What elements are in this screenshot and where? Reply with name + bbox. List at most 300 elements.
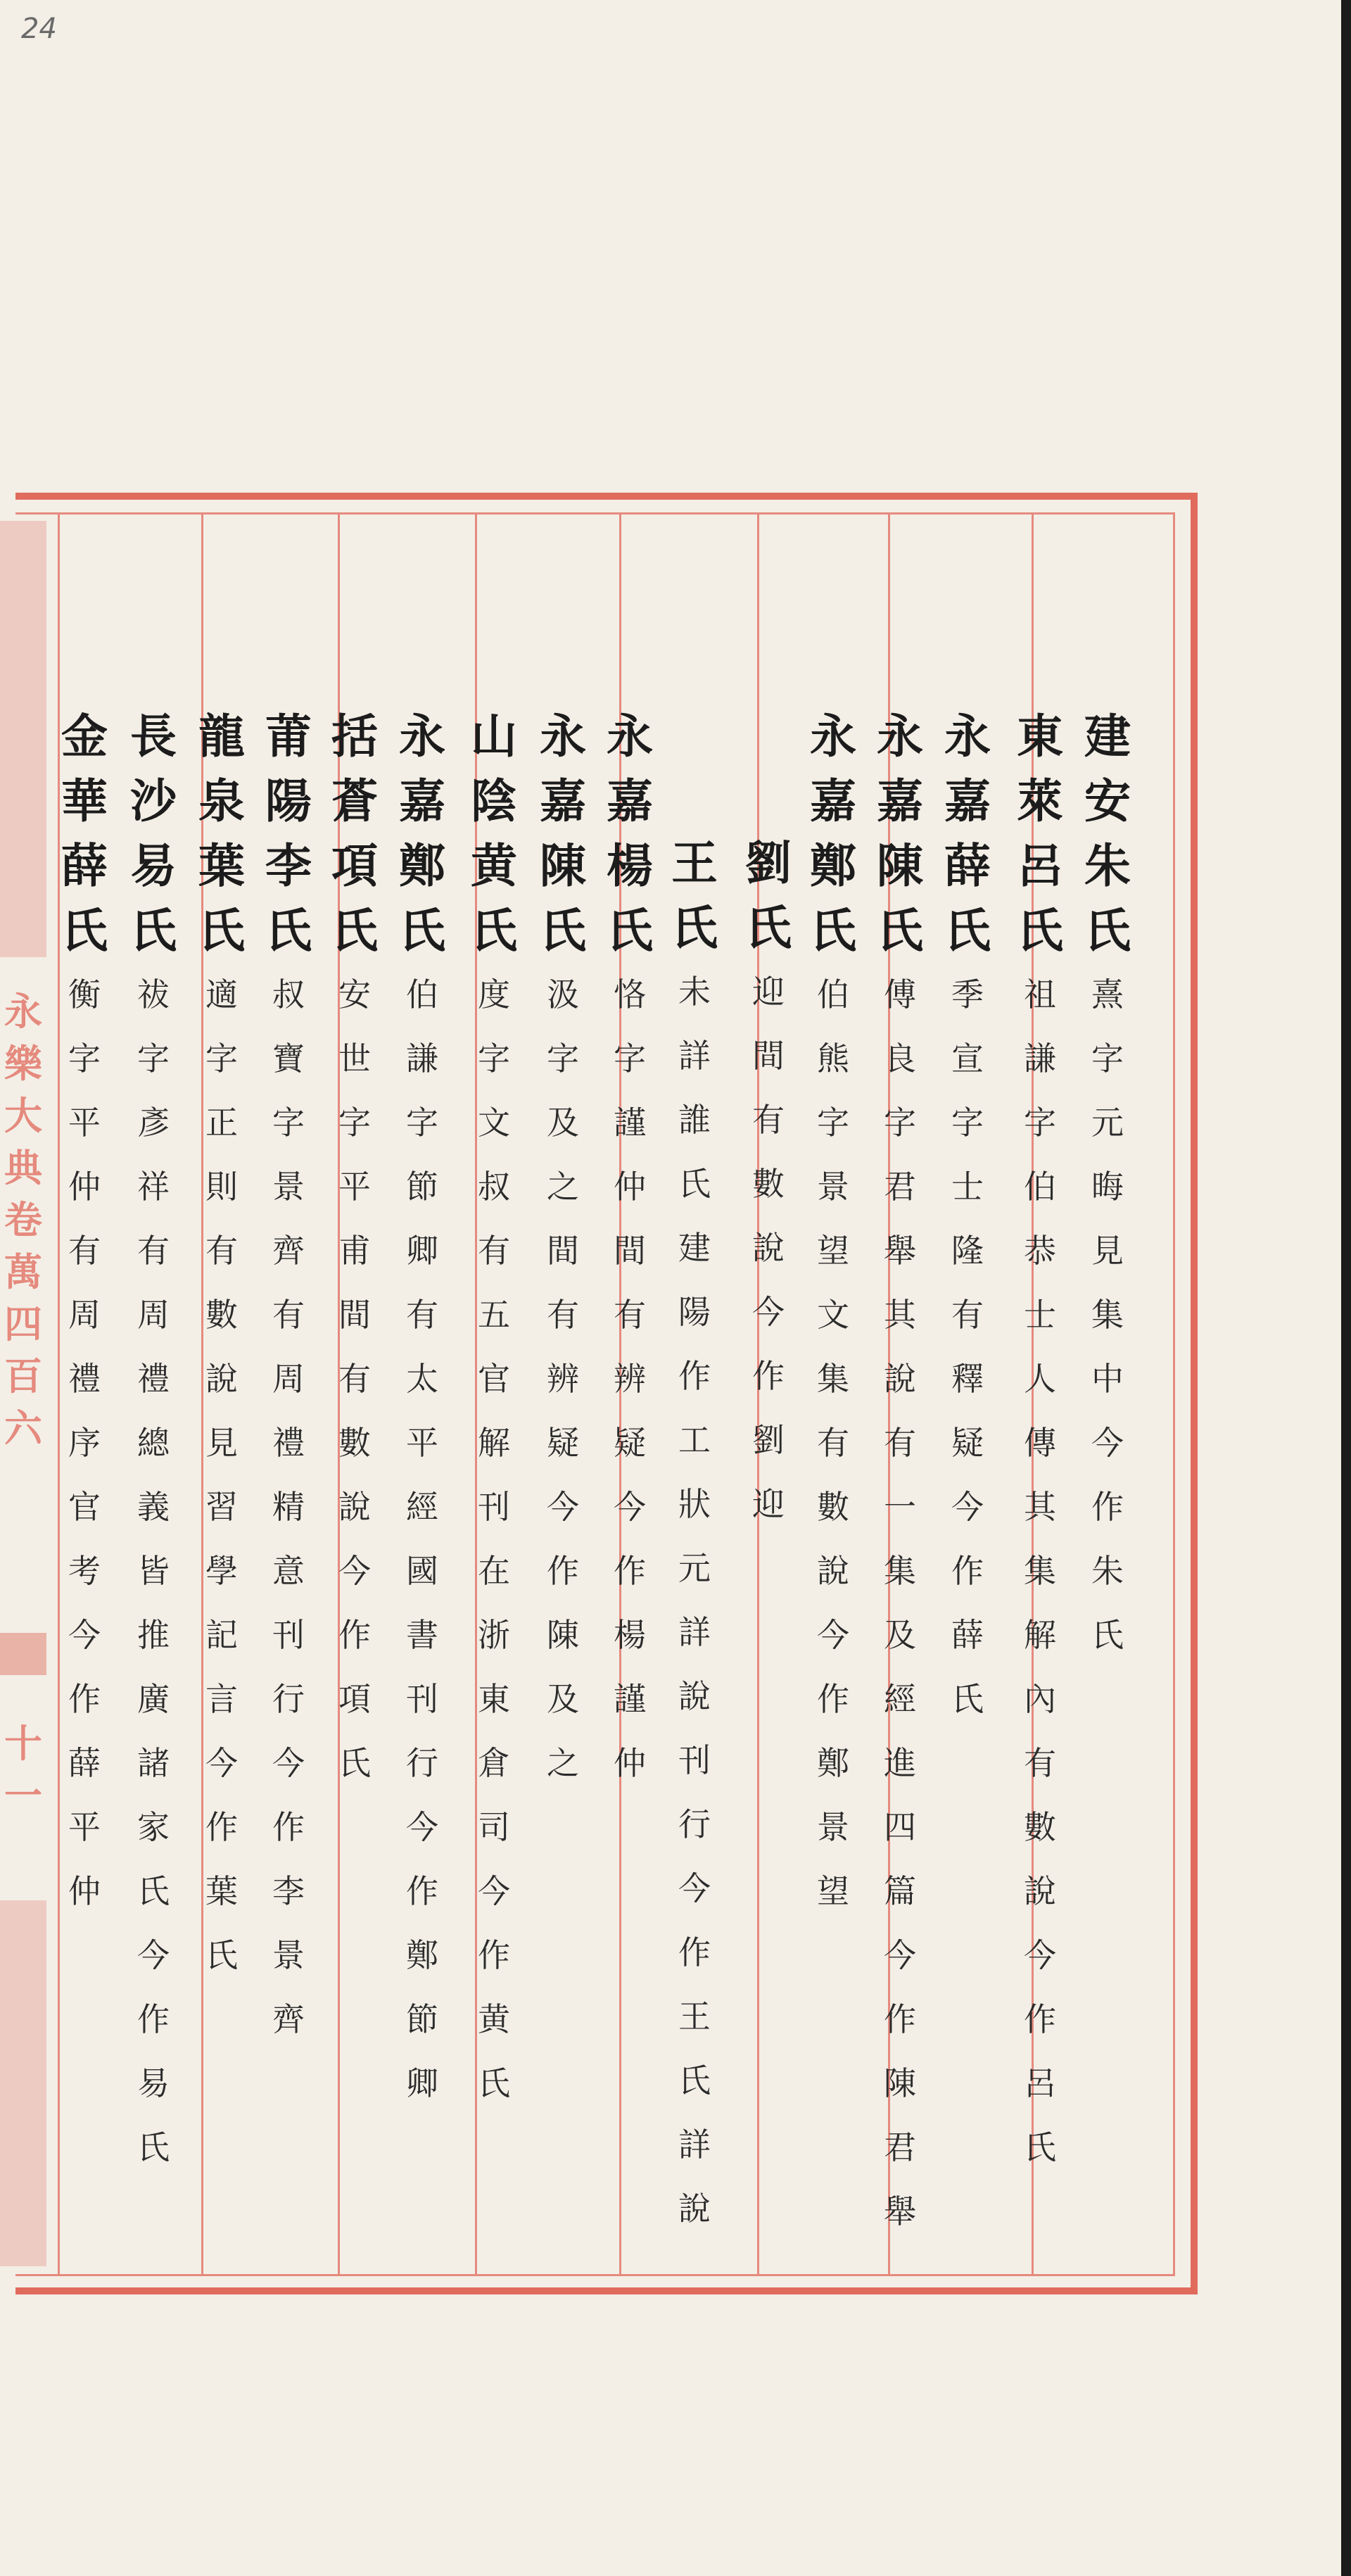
column-note-char: 傅 <box>884 976 916 1014</box>
text-column <box>937 704 998 1731</box>
column-heading-char: 氏 <box>331 903 378 958</box>
column-note-char: 今 <box>678 1869 711 1907</box>
column-note-char: 謙 <box>406 1040 438 1078</box>
column-note-char: 度 <box>478 976 510 1014</box>
column-heading-char: 金 <box>61 709 108 764</box>
column-note-char: 其 <box>1024 1488 1056 1526</box>
column-note-char: 楊 <box>614 1616 646 1654</box>
column-note-char: 卿 <box>406 1232 438 1270</box>
column-note-char: 陽 <box>678 1293 711 1331</box>
text-column <box>803 704 863 1924</box>
column-note-char: 說 <box>817 1552 849 1590</box>
text-column <box>1010 704 1070 2180</box>
column-heading-char: 朱 <box>1084 838 1131 893</box>
column-note-char: 今 <box>137 1936 170 1974</box>
column-note-char: 禮 <box>272 1424 305 1462</box>
column-note-char: 陳 <box>547 1616 579 1654</box>
column-heading-char: 嘉 <box>877 774 923 828</box>
column-note-char: 氏 <box>478 2064 510 2102</box>
column-note-char: 字 <box>884 1104 916 1142</box>
column-heading-char: 嘉 <box>399 774 445 828</box>
column-note-char: 說 <box>205 1360 238 1398</box>
column-note-char: 說 <box>678 2190 711 2228</box>
page-edge <box>1341 0 1351 2576</box>
column-note-char: 字 <box>406 1104 438 1142</box>
column-note-char: 太 <box>406 1360 438 1398</box>
column-heading-char: 永 <box>540 709 586 764</box>
column-note-char: 鄭 <box>817 1744 849 1782</box>
column-note-char: 字 <box>614 1040 646 1078</box>
column-note-char: 伯 <box>817 976 849 1014</box>
column-note-char: 薛 <box>68 1744 101 1782</box>
column-note-char: 望 <box>817 1232 849 1270</box>
column-note-char: 景 <box>817 1808 849 1846</box>
column-note-char: 今 <box>68 1616 101 1654</box>
column-note-char: 集 <box>884 1552 916 1590</box>
column-note-char: 狀 <box>678 1485 711 1523</box>
column-note-char: 仲 <box>614 1168 646 1206</box>
column-note-char: 字 <box>1091 1040 1124 1078</box>
column-heading-char: 東 <box>1017 709 1063 764</box>
column-note-char: 字 <box>478 1040 510 1078</box>
gutter-section: 十 一 <box>4 1721 42 1818</box>
column-note-char: 字 <box>951 1104 984 1142</box>
column-heading-char: 陽 <box>265 774 312 828</box>
column-note-char: 間 <box>338 1296 371 1334</box>
column-note-char: 有 <box>1024 1744 1056 1782</box>
column-note-char: 經 <box>884 1680 916 1718</box>
column-note-char: 刊 <box>272 1616 305 1654</box>
column-note-char: 作 <box>137 2000 170 2038</box>
column-note-char: 禮 <box>68 1360 101 1398</box>
column-note-char: 齊 <box>272 2000 305 2038</box>
column-note-char: 卿 <box>406 2064 438 2102</box>
column-note-char: 作 <box>68 1680 101 1718</box>
column-note-char: 辨 <box>547 1360 579 1398</box>
column-note-char: 書 <box>406 1616 438 1654</box>
column-note-char: 文 <box>478 1104 510 1142</box>
column-note-char: 記 <box>205 1616 238 1654</box>
column-note-char: 疑 <box>951 1424 984 1462</box>
column-heading-char: 鄭 <box>810 838 856 893</box>
column-note-char: 中 <box>1091 1360 1124 1398</box>
column-note-char: 今 <box>817 1616 849 1654</box>
column-note-char: 士 <box>1024 1296 1056 1334</box>
column-note-char: 迎 <box>752 1485 785 1523</box>
column-note-char: 今 <box>272 1744 305 1782</box>
column-heading-char: 氏 <box>540 903 586 958</box>
text-column <box>600 704 660 1795</box>
column-heading-char: 氏 <box>130 903 177 958</box>
column-note-char: 作 <box>1024 2000 1056 2038</box>
column-note-char: 今 <box>406 1808 438 1846</box>
column-heading-char: 氏 <box>810 903 856 958</box>
column-note-char: 季 <box>951 976 984 1014</box>
column-note-char: 作 <box>817 1680 849 1718</box>
column-note-char: 之 <box>547 1744 579 1782</box>
column-heading-char: 呂 <box>1017 838 1063 893</box>
column-heading-char: 氏 <box>265 903 312 958</box>
column-note-char: 諸 <box>137 1744 170 1782</box>
column-heading-char: 永 <box>810 709 856 764</box>
column-note-char: 呂 <box>1024 2064 1056 2102</box>
column-note-char: 謹 <box>614 1680 646 1718</box>
text-column <box>738 831 799 1536</box>
text-column <box>324 704 385 1795</box>
column-note-char: 集 <box>1024 1552 1056 1590</box>
column-heading-char: 黄 <box>471 838 517 893</box>
column-note-char: 行 <box>272 1680 305 1718</box>
column-note-char: 鄭 <box>406 1936 438 1974</box>
column-heading-char: 永 <box>607 709 653 764</box>
column-note-char: 正 <box>205 1104 238 1142</box>
column-note-char: 作 <box>406 1872 438 1910</box>
column-note-char: 作 <box>478 1936 510 1974</box>
column-note-char: 寶 <box>272 1040 305 1078</box>
column-heading-char: 山 <box>471 709 517 764</box>
column-note-char: 有 <box>272 1296 305 1334</box>
column-note-char: 作 <box>678 1933 711 1971</box>
column-note-char: 恪 <box>614 976 646 1014</box>
column-note-char: 王 <box>678 1997 711 2035</box>
column-note-char: 李 <box>272 1872 305 1910</box>
column-note-char: 有 <box>478 1232 510 1270</box>
column-heading-char: 葉 <box>198 838 245 893</box>
column-heading-char: 永 <box>399 709 445 764</box>
column-note-char: 仲 <box>614 1744 646 1782</box>
column-note-char: 數 <box>205 1296 238 1334</box>
column-note-char: 說 <box>884 1360 916 1398</box>
column-note-char: 薛 <box>951 1616 984 1654</box>
column-heading-char: 鄭 <box>399 838 445 893</box>
column-heading-char: 氏 <box>471 903 517 958</box>
column-note-char: 世 <box>338 1040 371 1078</box>
column-note-char: 說 <box>338 1488 371 1526</box>
column-note-char: 祥 <box>137 1168 170 1206</box>
column-note-char: 今 <box>205 1744 238 1782</box>
column-note-char: 叔 <box>272 976 305 1014</box>
column-note-char: 數 <box>338 1424 371 1462</box>
column-note-char: 則 <box>205 1168 238 1206</box>
page-number: 24 <box>21 13 57 45</box>
text-column <box>54 704 115 1924</box>
column-note-char: 作 <box>1091 1488 1124 1526</box>
column-note-char: 晦 <box>1091 1168 1124 1206</box>
column-note-char: 集 <box>817 1360 849 1398</box>
column-note-char: 辨 <box>614 1360 646 1398</box>
column-note-char: 意 <box>272 1552 305 1590</box>
column-note-char: 望 <box>817 1872 849 1910</box>
column-note-char: 平 <box>68 1808 101 1846</box>
column-note-char: 有 <box>884 1424 916 1462</box>
column-note-char: 有 <box>68 1232 101 1270</box>
column-note-char: 官 <box>478 1360 510 1398</box>
column-heading-char: 氏 <box>61 903 108 958</box>
column-note-char: 說 <box>678 1677 711 1715</box>
column-note-char: 叔 <box>478 1168 510 1206</box>
column-heading-char: 氏 <box>399 903 445 958</box>
column-note-char: 作 <box>338 1616 371 1654</box>
column-note-char: 黄 <box>478 2000 510 2038</box>
column-note-char: 氏 <box>205 1936 238 1974</box>
column-note-char: 今 <box>884 1936 916 1974</box>
column-note-char: 浙 <box>478 1616 510 1654</box>
column-heading-char: 薛 <box>61 838 108 893</box>
column-note-char: 齊 <box>272 1232 305 1270</box>
column-note-char: 疑 <box>547 1424 579 1462</box>
column-note-char: 詳 <box>678 2126 711 2164</box>
column-note-char: 作 <box>678 1357 711 1395</box>
column-heading-char: 陳 <box>877 838 923 893</box>
column-note-char: 君 <box>884 1168 916 1206</box>
column-note-char: 及 <box>547 1680 579 1718</box>
column-note-char: 朱 <box>1091 1552 1124 1590</box>
column-note-char: 字 <box>137 1040 170 1078</box>
column-note-char: 汲 <box>547 976 579 1014</box>
text-column <box>533 704 593 1795</box>
column-note-char: 集 <box>1091 1296 1124 1334</box>
column-note-char: 說 <box>1024 1872 1056 1910</box>
column-note-char: 詳 <box>678 1613 711 1651</box>
column-note-char: 進 <box>884 1744 916 1782</box>
column-note-char: 謙 <box>1024 1040 1056 1078</box>
column-heading-char: 安 <box>1084 774 1131 828</box>
text-column <box>870 704 930 2244</box>
column-note-char: 熹 <box>1091 976 1124 1014</box>
column-note-char: 平 <box>338 1168 371 1206</box>
column-note-char: 解 <box>1024 1616 1056 1654</box>
column-note-char: 周 <box>68 1296 101 1334</box>
column-heading-char: 長 <box>130 709 177 764</box>
column-note-char: 元 <box>678 1549 711 1587</box>
column-note-char: 其 <box>884 1296 916 1334</box>
column-note-char: 義 <box>137 1488 170 1526</box>
column-note-char: 士 <box>951 1168 984 1206</box>
text-column <box>464 704 524 2116</box>
column-note-char: 節 <box>406 1168 438 1206</box>
column-heading-char: 氏 <box>198 903 245 958</box>
column-note-char: 迎 <box>752 973 785 1011</box>
column-note-char: 伯 <box>1024 1168 1056 1206</box>
column-note-char: 字 <box>272 1104 305 1142</box>
column-note-char: 皆 <box>137 1552 170 1590</box>
column-note-char: 熊 <box>817 1040 849 1078</box>
column-note-char: 學 <box>205 1552 238 1590</box>
column-note-char: 詳 <box>678 1037 711 1075</box>
column-note-char: 序 <box>68 1424 101 1462</box>
column-note-char: 人 <box>1024 1360 1056 1398</box>
text-column <box>1077 704 1138 1667</box>
text-column <box>123 704 184 2180</box>
column-heading-char: 嘉 <box>540 774 586 828</box>
column-heading-char: 李 <box>265 838 312 893</box>
column-note-char: 之 <box>547 1168 579 1206</box>
column-note-char: 今 <box>614 1488 646 1526</box>
column-note-char: 舉 <box>884 2192 916 2230</box>
column-note-char: 景 <box>817 1168 849 1206</box>
column-note-char: 五 <box>478 1296 510 1334</box>
column-note-char: 易 <box>137 2064 170 2102</box>
text-column <box>258 704 319 2052</box>
column-note-char: 今 <box>752 1293 785 1331</box>
column-note-char: 有 <box>338 1360 371 1398</box>
column-note-char: 元 <box>1091 1104 1124 1142</box>
column-heading-char: 建 <box>1084 709 1131 764</box>
column-note-char: 建 <box>678 1229 711 1267</box>
column-note-char: 有 <box>817 1424 849 1462</box>
column-note-char: 廣 <box>137 1680 170 1718</box>
column-note-char: 作 <box>884 2000 916 2038</box>
column-note-char: 周 <box>137 1296 170 1334</box>
column-note-char: 氏 <box>137 1872 170 1910</box>
column-heading-char: 陳 <box>540 838 586 893</box>
column-note-char: 宣 <box>951 1040 984 1078</box>
column-note-char: 及 <box>547 1104 579 1142</box>
column-note-char: 四 <box>884 1808 916 1846</box>
column-heading-char: 泉 <box>198 774 245 828</box>
column-note-char: 作 <box>614 1552 646 1590</box>
column-note-char: 作 <box>547 1552 579 1590</box>
column-heading-char: 龍 <box>198 709 245 764</box>
column-heading-char: 陰 <box>471 774 517 828</box>
column-note-char: 劉 <box>752 1421 785 1459</box>
column-note-char: 數 <box>817 1488 849 1526</box>
column-note-char: 伯 <box>406 976 438 1014</box>
column-note-char: 禮 <box>137 1360 170 1398</box>
column-heading-char: 蒼 <box>331 774 378 828</box>
column-heading-char: 王 <box>671 835 718 890</box>
column-note-char: 陳 <box>884 2064 916 2102</box>
column-note-char: 經 <box>406 1488 438 1526</box>
column-note-char: 行 <box>406 1744 438 1782</box>
column-note-char: 見 <box>205 1424 238 1462</box>
gutter-title: 永 樂 大 典 卷 萬 四 百 六 <box>4 989 42 1451</box>
column-note-char: 國 <box>406 1552 438 1590</box>
column-note-char: 間 <box>547 1232 579 1270</box>
column-note-char: 字 <box>547 1040 579 1078</box>
column-note-char: 氏 <box>951 1680 984 1718</box>
column-note-char: 考 <box>68 1552 101 1590</box>
column-note-char: 有 <box>547 1296 579 1334</box>
column-note-char: 舉 <box>884 1232 916 1270</box>
column-note-char: 字 <box>68 1040 101 1078</box>
column-note-char: 平 <box>68 1104 101 1142</box>
page-frame-inner <box>15 512 1175 2276</box>
column-note-char: 甫 <box>338 1232 371 1270</box>
column-note-char: 數 <box>1024 1808 1056 1846</box>
column-note-char: 總 <box>137 1424 170 1462</box>
column-note-char: 字 <box>817 1104 849 1142</box>
column-heading-char: 氏 <box>1017 903 1063 958</box>
column-note-char: 今 <box>547 1488 579 1526</box>
column-note-char: 有 <box>205 1232 238 1270</box>
column-note-char: 恭 <box>1024 1232 1056 1270</box>
column-note-char: 安 <box>338 976 371 1014</box>
column-note-char: 推 <box>137 1616 170 1654</box>
column-note-char: 今 <box>1024 1936 1056 1974</box>
column-note-char: 官 <box>68 1488 101 1526</box>
column-note-char: 字 <box>205 1040 238 1078</box>
column-note-char: 彥 <box>137 1104 170 1142</box>
column-note-char: 作 <box>272 1808 305 1846</box>
column-note-char: 刊 <box>406 1680 438 1718</box>
column-note-char: 適 <box>205 976 238 1014</box>
column-note-char: 說 <box>752 1229 785 1267</box>
column-note-char: 有 <box>752 1101 785 1139</box>
column-note-char: 刊 <box>678 1741 711 1779</box>
column-heading-char: 氏 <box>607 903 653 958</box>
column-note-char: 習 <box>205 1488 238 1526</box>
column-note-char: 解 <box>478 1424 510 1462</box>
column-note-char: 字 <box>1024 1104 1056 1142</box>
column-heading-char: 括 <box>331 709 378 764</box>
column-heading-char: 氏 <box>745 900 792 955</box>
column-note-char: 今 <box>478 1872 510 1910</box>
column-note-char: 有 <box>406 1296 438 1334</box>
column-note-char: 篇 <box>884 1872 916 1910</box>
column-note-char: 內 <box>1024 1680 1056 1718</box>
text-column <box>392 704 452 2116</box>
column-note-char: 仲 <box>68 1872 101 1910</box>
column-note-char: 見 <box>1091 1232 1124 1270</box>
column-heading-char: 沙 <box>130 774 177 828</box>
column-note-char: 景 <box>272 1936 305 1974</box>
column-heading-char: 萊 <box>1017 774 1063 828</box>
column-note-char: 一 <box>884 1488 916 1526</box>
column-note-char: 言 <box>205 1680 238 1718</box>
column-note-char: 君 <box>884 2128 916 2166</box>
column-note-char: 文 <box>817 1296 849 1334</box>
column-note-char: 氏 <box>1091 1616 1124 1654</box>
column-note-char: 有 <box>951 1296 984 1334</box>
column-note-char: 景 <box>272 1168 305 1206</box>
column-heading-char: 項 <box>331 838 378 893</box>
column-note-char: 數 <box>752 1165 785 1203</box>
column-heading-char: 劉 <box>745 835 792 890</box>
column-note-char: 今 <box>951 1488 984 1526</box>
column-heading-char: 永 <box>944 709 991 764</box>
column-note-char: 字 <box>338 1104 371 1142</box>
column-heading-char: 氏 <box>944 903 991 958</box>
column-heading-char: 氏 <box>1084 903 1131 958</box>
column-note-char: 疑 <box>614 1424 646 1462</box>
column-note-char: 氏 <box>137 2128 170 2166</box>
column-note-char: 有 <box>614 1296 646 1334</box>
column-heading-char: 嘉 <box>607 774 653 828</box>
column-heading-char: 易 <box>130 838 177 893</box>
column-heading-char: 嘉 <box>944 774 991 828</box>
column-note-char: 間 <box>614 1232 646 1270</box>
column-note-char: 項 <box>338 1680 371 1718</box>
column-note-char: 刊 <box>478 1488 510 1526</box>
column-note-char: 氏 <box>678 1165 711 1203</box>
column-note-char: 氏 <box>678 2062 711 2100</box>
column-note-char: 良 <box>884 1040 916 1078</box>
column-note-char: 司 <box>478 1808 510 1846</box>
column-note-char: 今 <box>338 1552 371 1590</box>
column-note-char: 在 <box>478 1552 510 1590</box>
column-note-char: 誰 <box>678 1101 711 1139</box>
text-column <box>664 831 725 2241</box>
column-note-char: 行 <box>678 1805 711 1843</box>
column-heading-char: 薛 <box>944 838 991 893</box>
column-note-char: 仲 <box>68 1168 101 1206</box>
column-note-char: 祓 <box>137 976 170 1014</box>
column-note-char: 平 <box>406 1424 438 1462</box>
column-heading-char: 氏 <box>877 903 923 958</box>
column-note-char: 有 <box>137 1232 170 1270</box>
column-note-char: 及 <box>884 1616 916 1654</box>
